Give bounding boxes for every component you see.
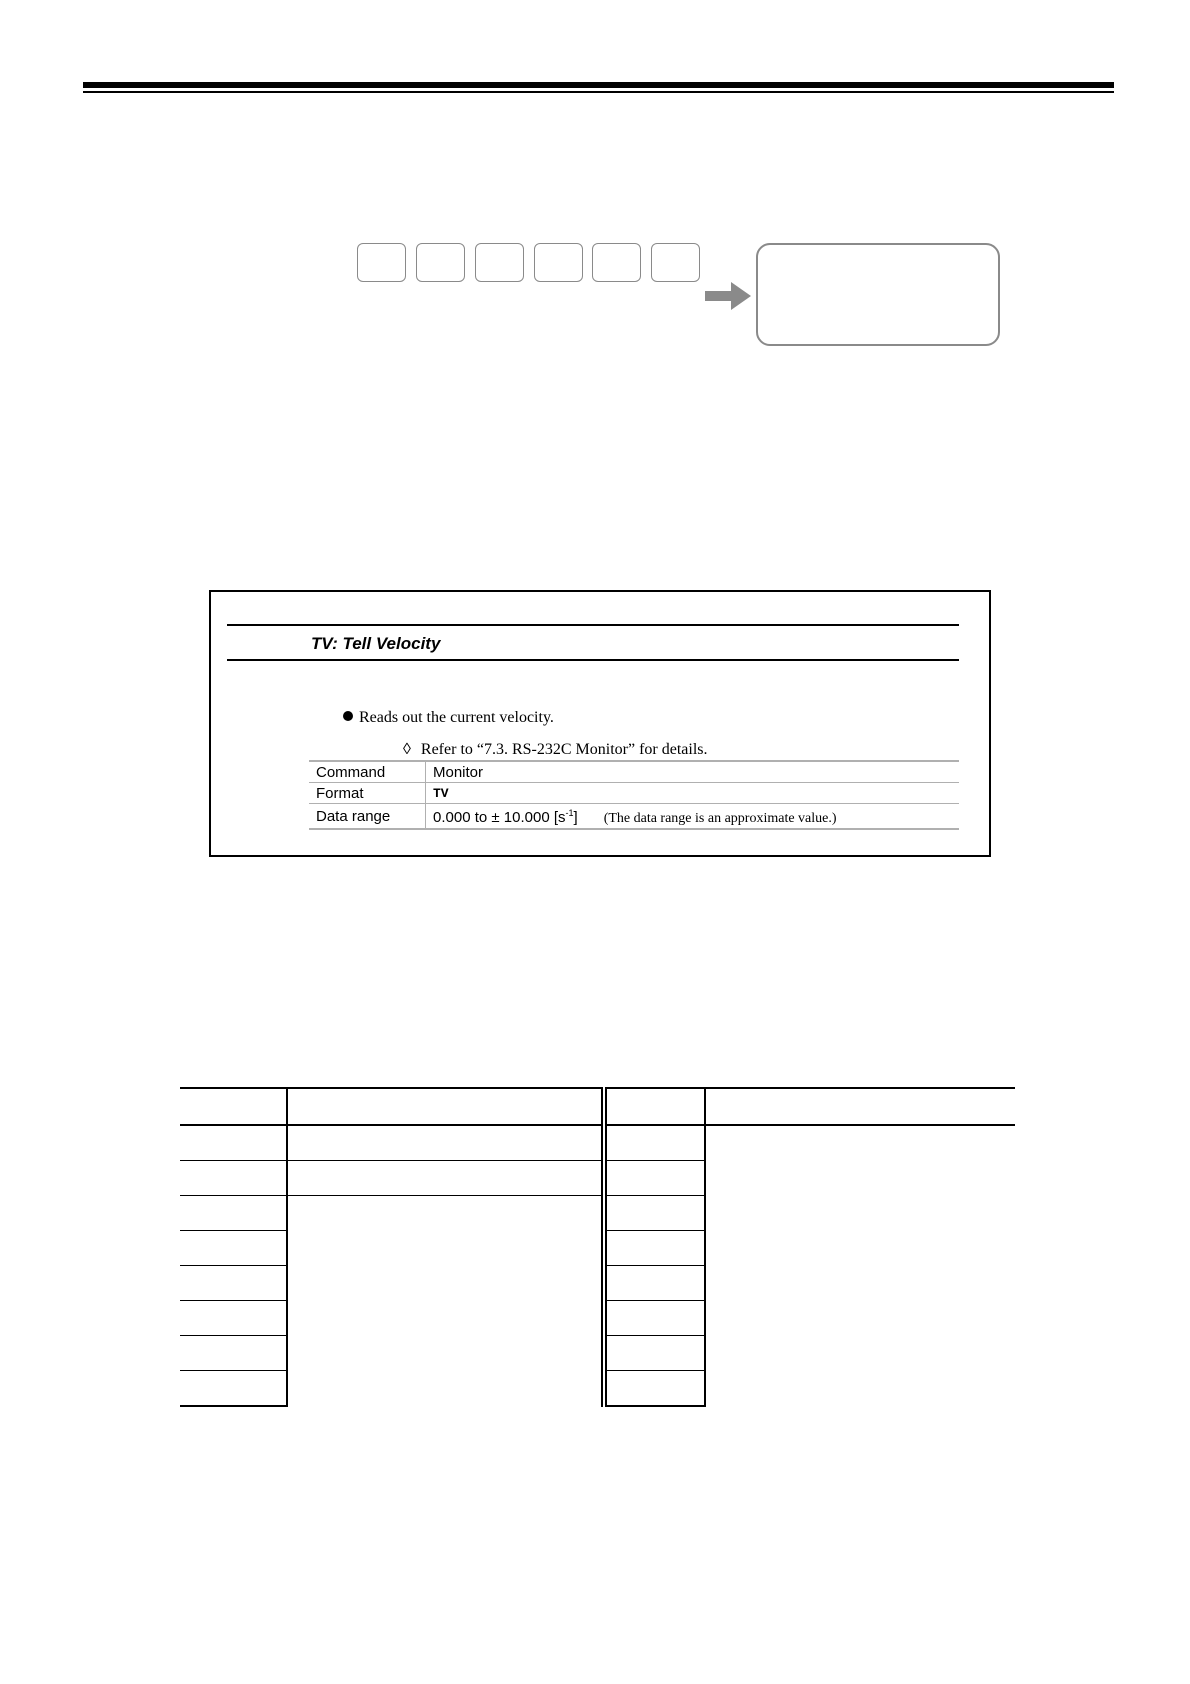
key-button-icon [475,243,524,282]
row-value [426,804,960,830]
table-header-row [180,1088,1015,1125]
reference-description [343,709,554,727]
row-label: Format [309,783,426,804]
diamond-icon: ◊ [403,741,411,758]
data-range-close: ] [573,809,578,826]
key-button-icon [592,243,641,282]
key-button-icon [357,243,406,282]
row-label: Data range [309,804,426,830]
table-row [309,761,959,783]
bullet-icon [343,711,353,721]
key-button-icon [416,243,465,282]
header-rule-thin [83,91,1114,93]
table-row [309,783,959,804]
display-panel-icon [756,243,1000,346]
right-arrow-icon [705,282,751,310]
format-code: TV [433,786,449,801]
row-value: Monitor [426,761,960,783]
data-range-note: (The data range is an approximate value.) [603,811,837,826]
data-range-exponent: -1 [565,808,574,818]
command-reference-box [209,590,991,857]
data-range-value: 0.000 to ± 10.000 [s [433,809,566,826]
table-row [309,804,959,830]
key-button-icon [651,243,700,282]
description-text: Reads out the current velocity. [359,709,554,726]
reference-title: TV: Tell Velocity [311,634,441,653]
reference-table [309,760,959,830]
reference-top-rule [227,624,959,626]
reference-title-rule [227,659,959,661]
row-value [426,783,960,804]
refer-text: Refer to “7.3. RS-232C Monitor” for details. [420,741,708,758]
header-rule-thick [83,82,1114,88]
key-button-icon [534,243,583,282]
reference-refer-note [403,741,708,759]
empty-grid-table [180,1087,1015,1407]
row-label: Command [309,761,426,783]
table-row [180,1125,1015,1161]
